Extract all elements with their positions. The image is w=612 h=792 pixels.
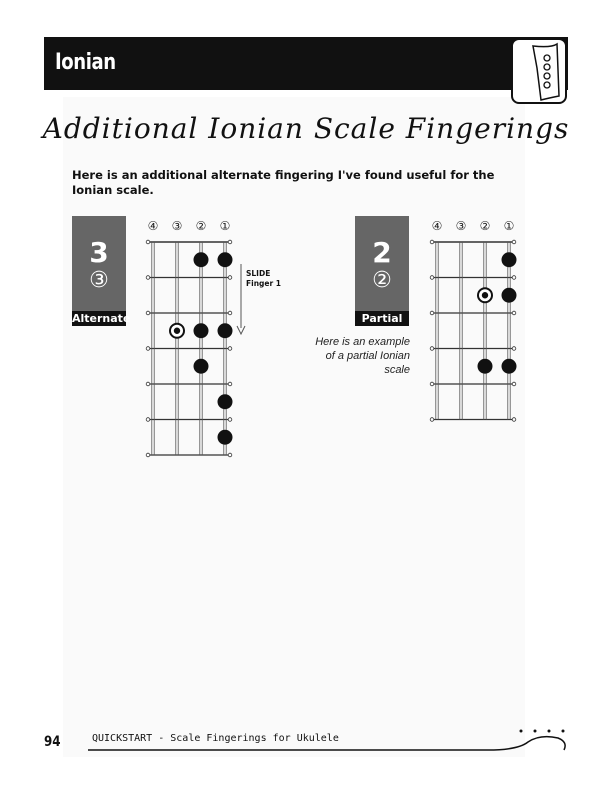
note-marker [502,252,517,267]
string-label: ② [479,219,491,233]
note-marker [218,323,233,338]
fret-end [146,347,150,351]
slide-arrow [236,262,246,336]
root-note-center [482,292,488,298]
note-marker [218,430,233,445]
page-number: 94 [44,734,61,750]
string-label: ③ [455,219,467,233]
partial-note: Here is an example of a partial Ionian scale [315,336,410,376]
position-number: 2 [372,236,392,269]
string-label: ① [219,219,231,233]
fret-end [430,382,434,386]
position-box-alternate [72,216,126,312]
fretboard-diagram-alternate [140,216,240,464]
footer-title: QUICKSTART - Scale Fingerings for Ukulele [92,733,339,744]
note-marker [218,252,233,267]
root-note-center [174,328,180,334]
fret-end [228,418,232,422]
note-marker [218,394,233,409]
string-label: ① [503,219,515,233]
ukulele-headstock-icon [511,38,567,104]
fret-end [146,418,150,422]
fret-end [228,240,232,244]
fretboard-diagram-partial [424,216,524,428]
position-number: 3 [89,236,109,269]
note-marker [478,359,493,374]
fret-end [512,276,516,280]
position-circled: ③ [89,268,109,293]
fret-end [228,276,232,280]
fret-end [146,382,150,386]
fret-end [430,311,434,315]
fret-end [512,418,516,422]
position-box-partial [355,216,409,312]
section-title: Ionian [55,50,116,75]
fret-end [430,418,434,422]
note-marker [194,323,209,338]
fret-end [228,382,232,386]
position-label: Partial [355,311,409,326]
header-bar [44,37,568,90]
note-marker [502,288,517,303]
fret-end [146,276,150,280]
page-heading: Additional Ionian Scale Fingerings [42,112,570,145]
string-label: ② [195,219,207,233]
fret-end [512,240,516,244]
fret-end [430,240,434,244]
note-marker [194,252,209,267]
position-label: Alternate [72,312,131,325]
fret-end [228,311,232,315]
fret-end [512,347,516,351]
slide-note-line-1: SLIDE [246,269,271,278]
position-circled: ② [372,268,392,293]
fret-end [430,276,434,280]
fret-end [146,311,150,315]
fret-end [512,382,516,386]
string-label: ④ [147,219,159,233]
string-label: ④ [431,219,443,233]
intro-text: Here is an additional alternate fingering I've found useful for the Ionian scale. [72,168,495,197]
note-marker [502,359,517,374]
fret-end [146,240,150,244]
fret-end [228,347,232,351]
string-label: ③ [171,219,183,233]
slide-note-line-2: Finger 1 [246,279,282,288]
fret-end [146,453,150,457]
fret-end [228,453,232,457]
slide-note [246,269,281,289]
fret-end [430,347,434,351]
note-marker [194,359,209,374]
fret-end [512,311,516,315]
